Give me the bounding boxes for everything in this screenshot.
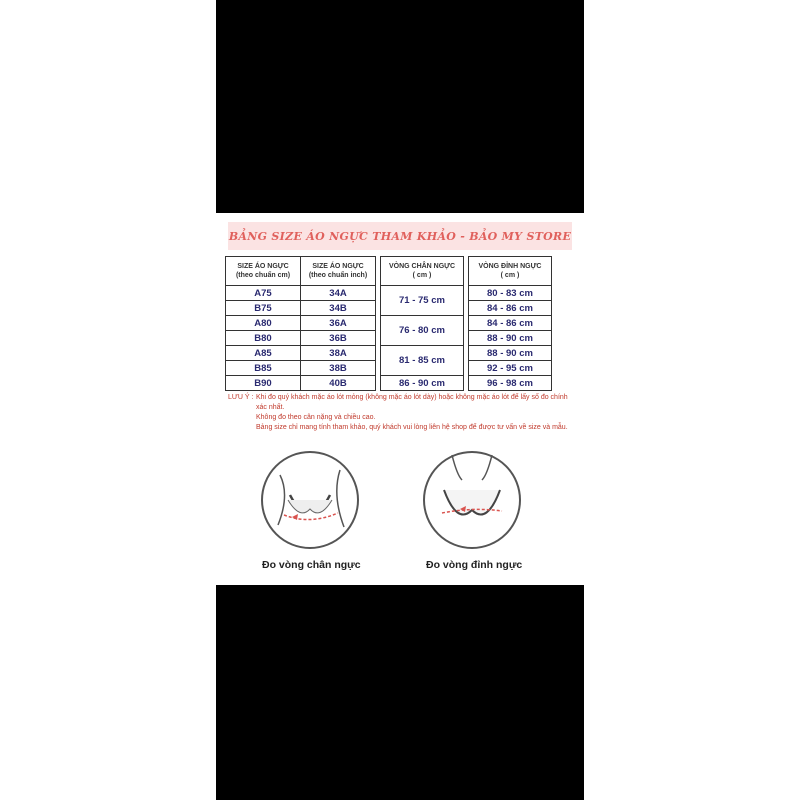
cell-bust: 84 - 86 cm: [469, 301, 552, 316]
cell-size-inch: 38B: [301, 361, 376, 376]
header-bust: VÒNG ĐỈNH NGỰC ( cm ): [469, 257, 552, 286]
underbust-illustration: [260, 445, 360, 555]
bottom-letterbox: [216, 585, 584, 800]
table-row: [226, 316, 552, 331]
table-row: [226, 346, 552, 361]
table-header-row: [226, 257, 552, 286]
cell-size-inch: 34A: [301, 286, 376, 301]
bust-illustration: [422, 445, 522, 555]
cell-underbust: 86 - 90 cm: [381, 376, 464, 391]
cell-underbust: 71 - 75 cm: [381, 286, 464, 316]
size-table: [225, 256, 552, 391]
note-line: Bảng size chỉ mang tính tham khảo, quý khách vui lòng liên hệ shop để được tư vấn về size và mẫu.: [256, 424, 568, 431]
table-row: [226, 286, 552, 301]
cell-size-cm: A80: [226, 316, 301, 331]
note-block: [228, 393, 578, 433]
note-line: Khi đo quý khách mặc áo lót mỏng (không mặc áo lót dày) hoặc không mặc áo lót để lấy số đo chính xác nhất.: [256, 394, 568, 411]
cell-size-inch: 40B: [301, 376, 376, 391]
cell-size-inch: 38A: [301, 346, 376, 361]
cell-bust: 96 - 98 cm: [469, 376, 552, 391]
header-size-cm: SIZE ÁO NGỰC (theo chuẩn cm): [226, 257, 301, 286]
cell-bust: 84 - 86 cm: [469, 316, 552, 331]
title-band: [228, 222, 572, 250]
cell-size-cm: B85: [226, 361, 301, 376]
chart-title: BẢNG SIZE ÁO NGỰC THAM KHẢO - BẢO MY STORE: [228, 229, 572, 243]
cell-bust: 88 - 90 cm: [469, 346, 552, 361]
size-chart-sheet: [216, 213, 584, 585]
cell-bust: 88 - 90 cm: [469, 331, 552, 346]
cell-underbust: 81 - 85 cm: [381, 346, 464, 376]
cell-underbust: 76 - 80 cm: [381, 316, 464, 346]
top-letterbox: [216, 0, 584, 213]
cell-size-cm: B90: [226, 376, 301, 391]
header-size-inch: SIZE ÁO NGỰC (theo chuẩn inch): [301, 257, 376, 286]
note-label: LƯU Ý :: [228, 394, 254, 401]
cell-size-cm: B80: [226, 331, 301, 346]
header-underbust: VÒNG CHÂN NGỰC ( cm ): [381, 257, 464, 286]
caption-underbust: Đo vòng chân ngực: [262, 559, 361, 571]
cell-size-inch: 36B: [301, 331, 376, 346]
note-line: Không đo theo cân nặng và chiều cao.: [256, 414, 376, 421]
cell-size-inch: 34B: [301, 301, 376, 316]
cell-size-cm: A85: [226, 346, 301, 361]
cell-size-inch: 36A: [301, 316, 376, 331]
cell-bust: 80 - 83 cm: [469, 286, 552, 301]
cell-size-cm: A75: [226, 286, 301, 301]
cell-size-cm: B75: [226, 301, 301, 316]
table-row: [226, 376, 552, 391]
cell-bust: 92 - 95 cm: [469, 361, 552, 376]
caption-bust: Đo vòng đỉnh ngực: [426, 559, 523, 571]
